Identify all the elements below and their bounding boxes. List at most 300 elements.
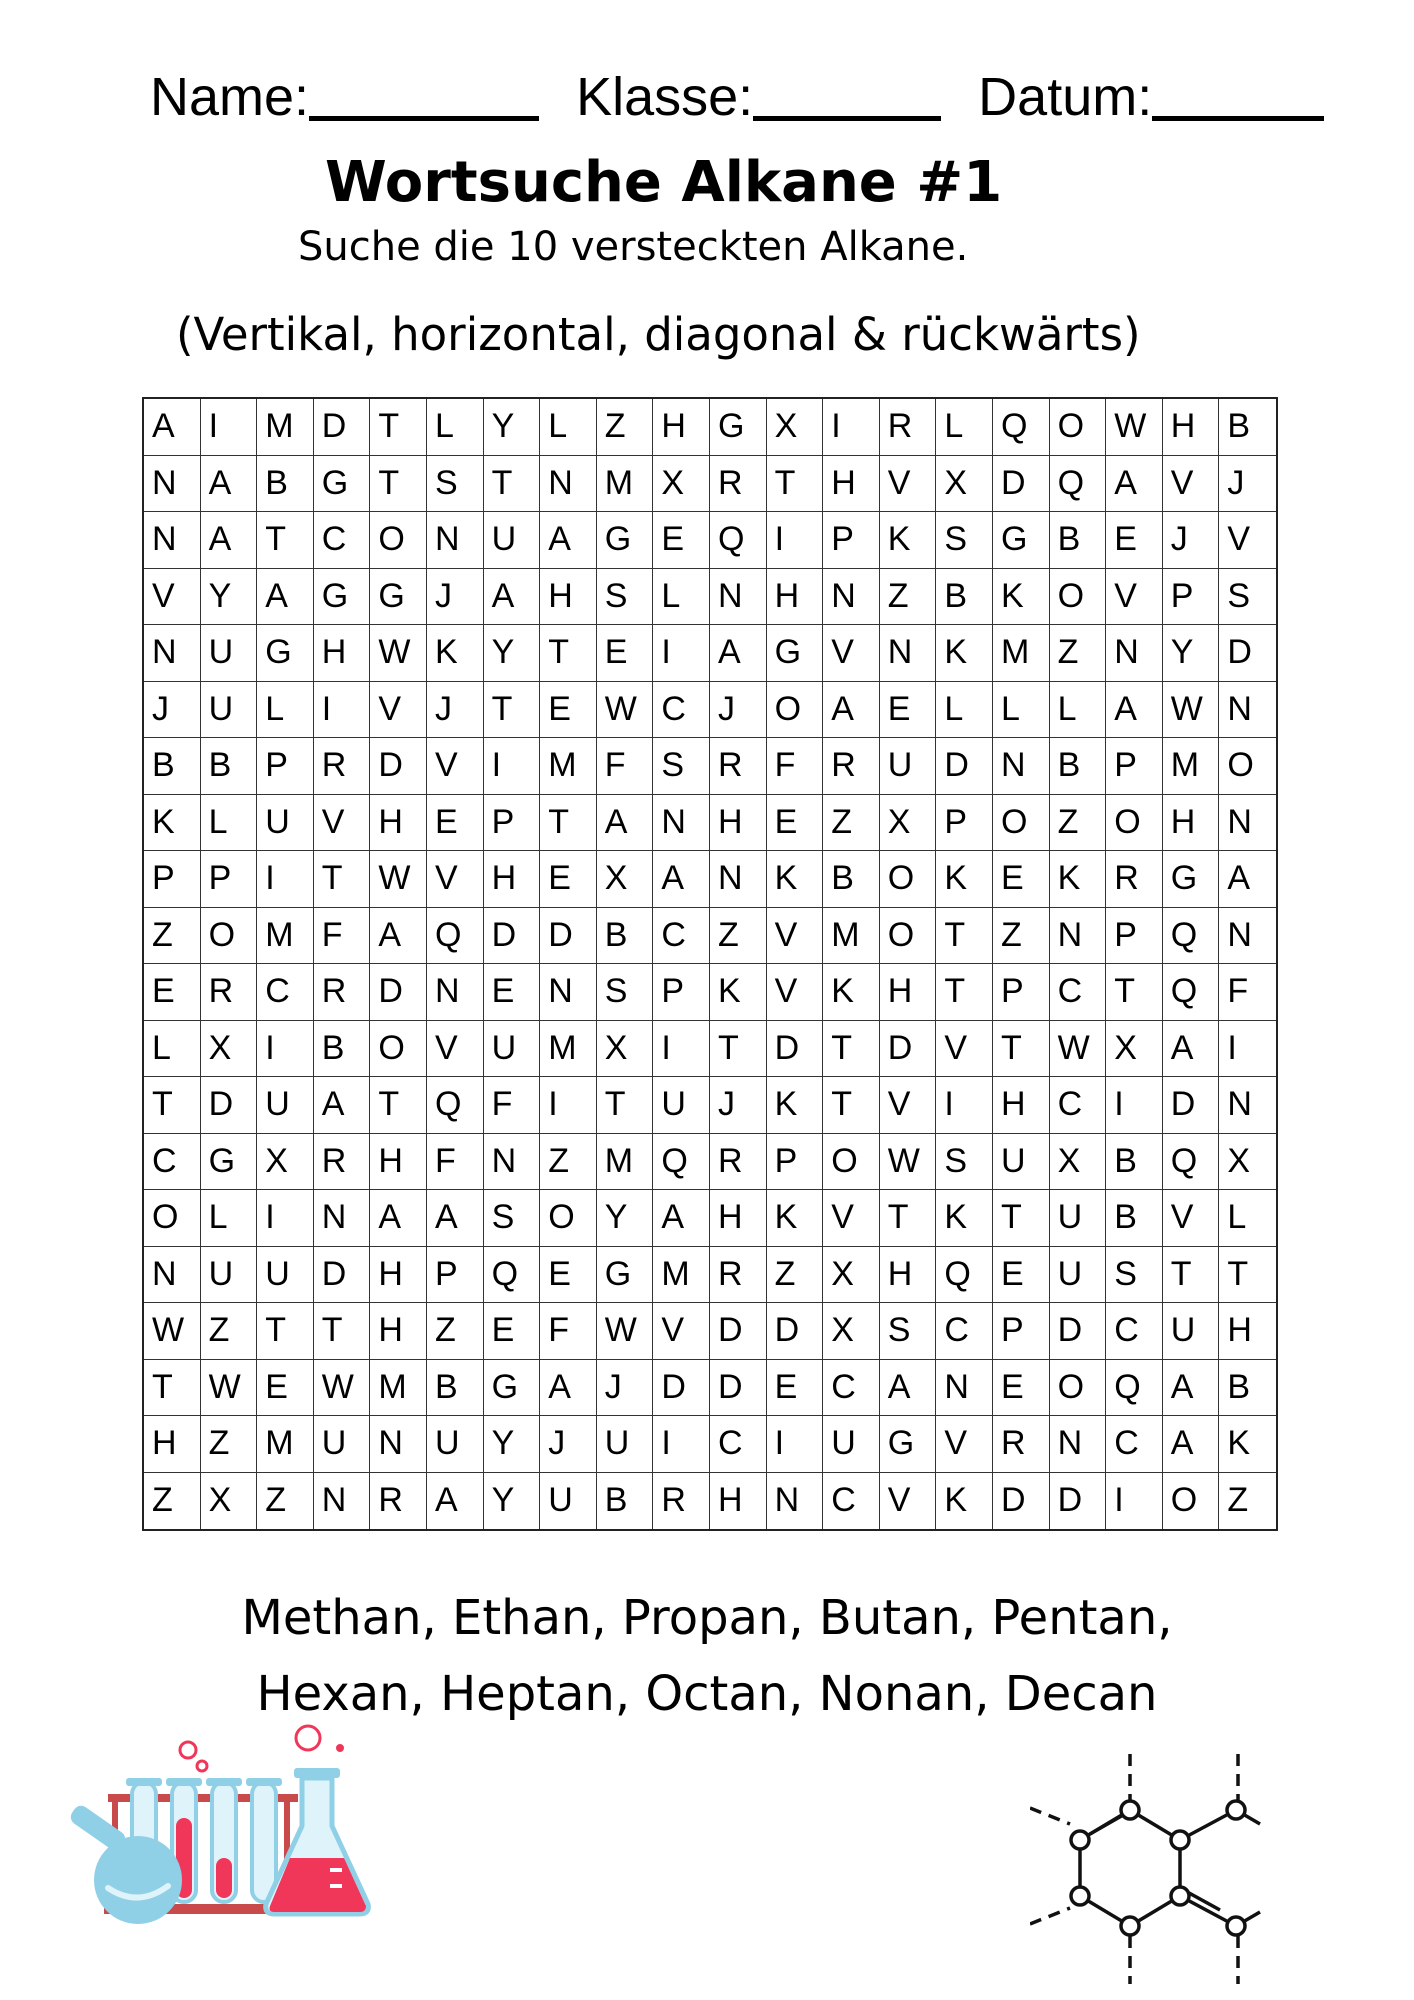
grid-cell: P (1163, 569, 1220, 626)
grid-cell: T (144, 1077, 201, 1134)
grid-cell: C (1106, 1303, 1163, 1360)
grid-cell: M (823, 908, 880, 965)
grid-cell: L (1219, 1190, 1276, 1247)
grid-cell: Y (484, 625, 541, 682)
grid-cell: B (936, 569, 993, 626)
grid-cell: W (201, 1360, 258, 1417)
grid-cell: Q (1106, 1360, 1163, 1417)
grid-cell: U (597, 1416, 654, 1473)
test-tubes-flask-icon (68, 1718, 388, 1932)
grid-cell: M (540, 738, 597, 795)
grid-cell: V (1163, 1190, 1220, 1247)
grid-cell: B (257, 456, 314, 513)
grid-cell: H (880, 964, 937, 1021)
grid-cell: U (1050, 1247, 1107, 1304)
grid-cell: A (370, 1190, 427, 1247)
grid-cell: D (314, 1247, 371, 1304)
grid-cell: C (823, 1473, 880, 1530)
grid-cell: I (484, 738, 541, 795)
grid-cell: E (767, 1360, 824, 1417)
grid-cell: Z (880, 569, 937, 626)
grid-cell: K (936, 851, 993, 908)
grid-cell: F (1219, 964, 1276, 1021)
grid-cell: B (1219, 1360, 1276, 1417)
grid-cell: L (201, 1190, 258, 1247)
grid-cell: X (936, 456, 993, 513)
grid-cell: T (823, 1021, 880, 1078)
grid-cell: I (201, 399, 258, 456)
grid-cell: T (710, 1021, 767, 1078)
date-field[interactable] (1152, 66, 1324, 121)
grid-cell: S (427, 456, 484, 513)
grid-cell: M (597, 456, 654, 513)
grid-cell: Y (1163, 625, 1220, 682)
grid-cell: H (993, 1077, 1050, 1134)
grid-cell: M (370, 1360, 427, 1417)
grid-cell: H (370, 1134, 427, 1191)
grid-cell: Q (427, 908, 484, 965)
grid-cell: O (144, 1190, 201, 1247)
grid-cell: N (1050, 1416, 1107, 1473)
grid-cell: I (936, 1077, 993, 1134)
grid-cell: M (257, 1416, 314, 1473)
grid-cell: W (314, 1360, 371, 1417)
grid-cell: E (993, 851, 1050, 908)
grid-cell: R (653, 1473, 710, 1530)
grid-cell: G (201, 1134, 258, 1191)
grid-cell: O (880, 908, 937, 965)
grid-cell: I (257, 851, 314, 908)
grid-cell: I (653, 625, 710, 682)
grid-cell: N (880, 625, 937, 682)
grid-cell: D (993, 456, 1050, 513)
grid-cell: P (767, 1134, 824, 1191)
grid-cell: N (936, 1360, 993, 1417)
grid-cell: O (823, 1134, 880, 1191)
grid-cell: W (597, 682, 654, 739)
grid-cell: H (370, 1303, 427, 1360)
grid-cell: X (257, 1134, 314, 1191)
grid-cell: P (427, 1247, 484, 1304)
grid-cell: E (540, 682, 597, 739)
grid-cell: X (823, 1303, 880, 1360)
grid-cell: E (540, 1247, 597, 1304)
grid-cell: U (201, 1247, 258, 1304)
grid-cell: E (597, 625, 654, 682)
grid-cell: F (767, 738, 824, 795)
grid-cell: Y (484, 1473, 541, 1530)
grid-cell: O (767, 682, 824, 739)
grid-cell: N (144, 456, 201, 513)
grid-cell: Q (993, 399, 1050, 456)
grid-cell: J (540, 1416, 597, 1473)
grid-cell: F (314, 908, 371, 965)
grid-cell: C (314, 512, 371, 569)
grid-cell: T (767, 456, 824, 513)
grid-cell: L (653, 569, 710, 626)
grid-cell: O (993, 795, 1050, 852)
grid-cell: D (710, 1303, 767, 1360)
grid-cell: T (257, 1303, 314, 1360)
grid-cell: Y (484, 399, 541, 456)
grid-cell: H (370, 1247, 427, 1304)
grid-cell: T (880, 1190, 937, 1247)
grid-cell: U (201, 682, 258, 739)
grid-cell: T (1219, 1247, 1276, 1304)
grid-cell: Q (710, 512, 767, 569)
grid-cell: A (257, 569, 314, 626)
grid-cell: A (1163, 1416, 1220, 1473)
grid-cell: J (710, 1077, 767, 1134)
grid-cell: Z (201, 1416, 258, 1473)
grid-cell: N (1050, 908, 1107, 965)
grid-cell: B (597, 908, 654, 965)
grid-cell: U (427, 1416, 484, 1473)
grid-cell: S (936, 512, 993, 569)
grid-cell: A (144, 399, 201, 456)
grid-cell: P (823, 512, 880, 569)
grid-cell: H (314, 625, 371, 682)
grid-cell: Z (767, 1247, 824, 1304)
grid-cell: A (1163, 1021, 1220, 1078)
grid-cell: T (370, 399, 427, 456)
grid-cell: N (1219, 795, 1276, 852)
grid-cell: Q (653, 1134, 710, 1191)
grid-cell: Z (540, 1134, 597, 1191)
grid-cell: Z (144, 1473, 201, 1530)
grid-cell: S (597, 569, 654, 626)
grid-cell: P (144, 851, 201, 908)
grid-cell: A (540, 512, 597, 569)
grid-cell: T (484, 456, 541, 513)
grid-cell: G (597, 1247, 654, 1304)
grid-cell: K (767, 851, 824, 908)
grid-cell: P (257, 738, 314, 795)
grid-cell: Z (993, 908, 1050, 965)
grid-cell: M (597, 1134, 654, 1191)
grid-cell: O (370, 1021, 427, 1078)
grid-cell: Z (1050, 795, 1107, 852)
grid-cell: M (1163, 738, 1220, 795)
grid-cell: I (767, 1416, 824, 1473)
grid-cell: V (823, 1190, 880, 1247)
grid-cell: L (936, 682, 993, 739)
grid-cell: D (314, 399, 371, 456)
grid-cell: W (370, 851, 427, 908)
grid-cell: B (1106, 1190, 1163, 1247)
grid-cell: U (653, 1077, 710, 1134)
grid-cell: D (1219, 625, 1276, 682)
grid-cell: N (144, 625, 201, 682)
grid-cell: P (1106, 908, 1163, 965)
grid-cell: N (1106, 625, 1163, 682)
grid-cell: Z (710, 908, 767, 965)
grid-cell: M (540, 1021, 597, 1078)
grid-cell: B (427, 1360, 484, 1417)
grid-cell: T (597, 1077, 654, 1134)
grid-cell: A (1106, 682, 1163, 739)
grid-cell: S (597, 964, 654, 1021)
grid-cell: I (653, 1416, 710, 1473)
grid-cell: W (1106, 399, 1163, 456)
grid-cell: J (144, 682, 201, 739)
grid-cell: R (880, 399, 937, 456)
grid-cell: Z (1050, 625, 1107, 682)
grid-cell: S (880, 1303, 937, 1360)
grid-cell: O (1050, 399, 1107, 456)
grid-cell: U (823, 1416, 880, 1473)
grid-cell: X (823, 1247, 880, 1304)
grid-cell: O (370, 512, 427, 569)
grid-cell: D (767, 1021, 824, 1078)
grid-cell: R (710, 1247, 767, 1304)
grid-cell: K (936, 1190, 993, 1247)
grid-cell: U (257, 795, 314, 852)
grid-cell: H (880, 1247, 937, 1304)
grid-cell: A (314, 1077, 371, 1134)
grid-cell: P (1106, 738, 1163, 795)
grid-cell: D (767, 1303, 824, 1360)
grid-cell: M (257, 399, 314, 456)
grid-cell: O (1219, 738, 1276, 795)
grid-cell: K (144, 795, 201, 852)
grid-cell: X (1219, 1134, 1276, 1191)
grid-cell: U (257, 1247, 314, 1304)
grid-cell: I (257, 1190, 314, 1247)
grid-cell: R (201, 964, 258, 1021)
grid-cell: A (201, 456, 258, 513)
grid-cell: D (370, 964, 427, 1021)
grid-cell: O (880, 851, 937, 908)
grid-cell: D (540, 908, 597, 965)
grid-cell: G (314, 456, 371, 513)
grid-cell: N (314, 1190, 371, 1247)
grid-cell: A (540, 1360, 597, 1417)
grid-cell: H (1219, 1303, 1276, 1360)
word-list-line: Methan, Ethan, Propan, Butan, Pentan, (241, 1590, 1173, 1646)
grid-cell: N (1219, 908, 1276, 965)
grid-cell: H (823, 456, 880, 513)
name-field[interactable] (309, 66, 539, 121)
grid-cell: H (484, 851, 541, 908)
grid-cell: K (427, 625, 484, 682)
grid-cell: S (653, 738, 710, 795)
grid-cell: J (1219, 456, 1276, 513)
grid-cell: Z (597, 399, 654, 456)
grid-cell: A (484, 569, 541, 626)
grid-cell: E (257, 1360, 314, 1417)
grid-cell: J (597, 1360, 654, 1417)
grid-cell: L (936, 399, 993, 456)
grid-cell: A (427, 1473, 484, 1530)
grid-cell: L (201, 795, 258, 852)
grid-cell: X (880, 795, 937, 852)
grid-cell: I (1219, 1021, 1276, 1078)
grid-cell: G (484, 1360, 541, 1417)
grid-cell: D (936, 738, 993, 795)
grid-cell: B (823, 851, 880, 908)
grid-cell: H (1163, 795, 1220, 852)
grid-cell: L (257, 682, 314, 739)
grid-cell: P (484, 795, 541, 852)
grid-cell: N (314, 1473, 371, 1530)
grid-cell: V (144, 569, 201, 626)
grid-cell: H (370, 795, 427, 852)
grid-cell: R (1106, 851, 1163, 908)
grid-cell: K (823, 964, 880, 1021)
grid-cell: A (1106, 456, 1163, 513)
grid-cell: U (540, 1473, 597, 1530)
grid-cell: H (767, 569, 824, 626)
grid-cell: T (1163, 1247, 1220, 1304)
grid-cell: N (1219, 1077, 1276, 1134)
grid-cell: U (257, 1077, 314, 1134)
grid-cell: G (370, 569, 427, 626)
grid-cell: B (314, 1021, 371, 1078)
grid-cell: R (314, 738, 371, 795)
grid-cell: B (201, 738, 258, 795)
grid-cell: L (427, 399, 484, 456)
grid-cell: P (936, 795, 993, 852)
grid-cell: P (993, 1303, 1050, 1360)
grid-cell: F (597, 738, 654, 795)
grid-cell: T (540, 625, 597, 682)
grid-cell: I (1106, 1077, 1163, 1134)
grid-cell: J (1163, 512, 1220, 569)
grid-cell: V (880, 1077, 937, 1134)
grid-cell: V (936, 1416, 993, 1473)
grid-cell: X (597, 851, 654, 908)
grid-cell: X (201, 1021, 258, 1078)
grid-cell: V (653, 1303, 710, 1360)
class-field[interactable] (753, 66, 941, 121)
grid-cell: W (1050, 1021, 1107, 1078)
grid-cell: N (144, 512, 201, 569)
grid-cell: D (1050, 1303, 1107, 1360)
grid-cell: J (427, 682, 484, 739)
grid-cell: C (653, 682, 710, 739)
grid-cell: N (823, 569, 880, 626)
grid-cell: K (1050, 851, 1107, 908)
grid-cell: A (201, 512, 258, 569)
grid-cell: Q (1050, 456, 1107, 513)
grid-cell: Q (1163, 1134, 1220, 1191)
grid-cell: W (597, 1303, 654, 1360)
grid-cell: G (880, 1416, 937, 1473)
grid-cell: N (767, 1473, 824, 1530)
grid-cell: L (540, 399, 597, 456)
grid-cell: N (993, 738, 1050, 795)
grid-cell: R (710, 456, 767, 513)
grid-cell: U (484, 512, 541, 569)
grid-cell: G (314, 569, 371, 626)
grid-cell: F (540, 1303, 597, 1360)
grid-cell: C (936, 1303, 993, 1360)
grid-cell: N (427, 512, 484, 569)
grid-cell: K (767, 1190, 824, 1247)
grid-cell: H (710, 1190, 767, 1247)
grid-cell: N (1219, 682, 1276, 739)
page-title: Wortsuche Alkane #1 (325, 150, 1003, 215)
grid-cell: G (767, 625, 824, 682)
grid-cell: M (993, 625, 1050, 682)
grid-cell: I (767, 512, 824, 569)
grid-cell: D (710, 1360, 767, 1417)
grid-cell: V (767, 908, 824, 965)
grid-cell: Q (1163, 964, 1220, 1021)
grid-cell: O (1050, 1360, 1107, 1417)
grid-cell: Q (936, 1247, 993, 1304)
grid-cell: Z (257, 1473, 314, 1530)
grid-cell: U (484, 1021, 541, 1078)
grid-cell: V (823, 625, 880, 682)
grid-cell: V (1163, 456, 1220, 513)
subtitle: Suche die 10 versteckten Alkane. (298, 224, 969, 270)
grid-cell: N (540, 456, 597, 513)
grid-cell: K (767, 1077, 824, 1134)
grid-cell: H (1163, 399, 1220, 456)
grid-cell: K (710, 964, 767, 1021)
grid-cell: V (370, 682, 427, 739)
grid-cell: W (144, 1303, 201, 1360)
grid-cell: U (1163, 1303, 1220, 1360)
grid-cell: A (653, 851, 710, 908)
grid-cell: R (710, 1134, 767, 1191)
grid-cell: L (144, 1021, 201, 1078)
grid-cell: R (314, 964, 371, 1021)
grid-cell: I (540, 1077, 597, 1134)
grid-cell: E (484, 964, 541, 1021)
directions: (Vertikal, horizontal, diagonal & rückwärts) (176, 308, 1141, 361)
grid-cell: P (201, 851, 258, 908)
grid-cell: C (144, 1134, 201, 1191)
grid-cell: N (484, 1134, 541, 1191)
grid-cell: L (993, 682, 1050, 739)
grid-cell: V (880, 456, 937, 513)
grid-cell: Z (823, 795, 880, 852)
grid-cell: S (1219, 569, 1276, 626)
grid-cell: D (201, 1077, 258, 1134)
grid-cell: A (427, 1190, 484, 1247)
grid-cell: S (484, 1190, 541, 1247)
grid-cell: S (936, 1134, 993, 1191)
grid-cell: Y (484, 1416, 541, 1473)
grid-cell: V (880, 1473, 937, 1530)
grid-cell: H (653, 399, 710, 456)
grid-cell: W (370, 625, 427, 682)
grid-cell: P (993, 964, 1050, 1021)
grid-cell: U (993, 1134, 1050, 1191)
grid-cell: O (201, 908, 258, 965)
grid-cell: V (427, 1021, 484, 1078)
grid-cell: T (370, 456, 427, 513)
grid-cell: J (710, 682, 767, 739)
grid-cell: A (823, 682, 880, 739)
grid-cell: C (653, 908, 710, 965)
grid-cell: T (540, 795, 597, 852)
grid-cell: Z (1227, 1481, 1249, 1520)
grid-cell: R (314, 1134, 371, 1191)
grid-cell: E (653, 512, 710, 569)
grid-cell: E (880, 682, 937, 739)
grid-cell: C (710, 1416, 767, 1473)
grid-cell: I (1106, 1473, 1163, 1530)
grid-cell: E (993, 1247, 1050, 1304)
grid-cell: D (1163, 1077, 1220, 1134)
grid-cell: V (1219, 512, 1276, 569)
grid-cell: X (1050, 1134, 1107, 1191)
grid-cell: N (653, 795, 710, 852)
